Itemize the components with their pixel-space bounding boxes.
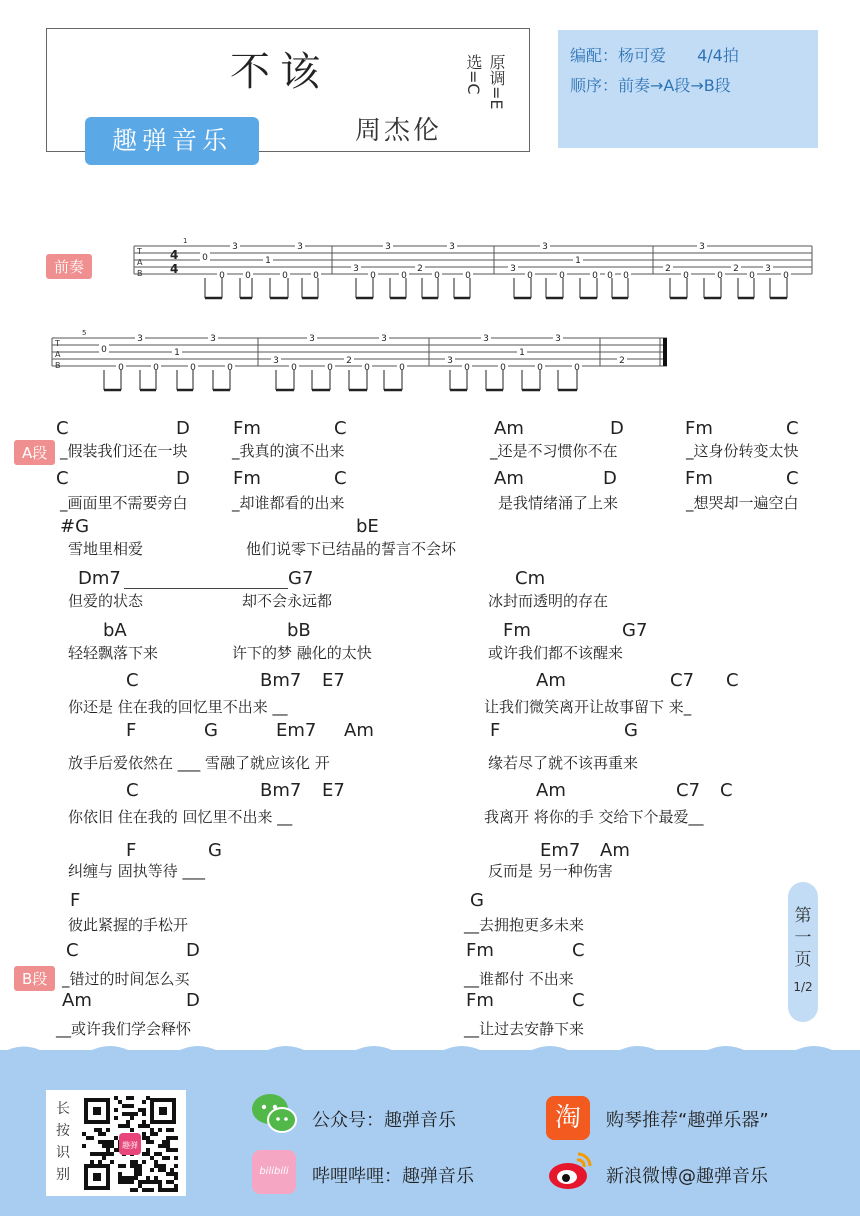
chord: Fm <box>503 620 531 641</box>
chord: G7 <box>622 620 648 641</box>
tab-fret-number: 0 <box>401 271 407 281</box>
qr-center-label: 趣弹 <box>122 1141 138 1150</box>
lyric-line: _想哭却一遍空白 <box>686 494 799 512</box>
chord: C7 <box>670 670 695 691</box>
tab-fret-number: 3 <box>510 264 516 274</box>
tab-fret-number: 0 <box>749 271 755 281</box>
lyric-line: 彼此紧握的手松开 <box>68 916 189 934</box>
tab-fret-number: 3 <box>232 242 238 252</box>
chord: Em7 <box>540 840 581 861</box>
chord: Am <box>62 990 92 1011</box>
tab-fret-number: 1 <box>265 256 271 266</box>
chord: Dm7 <box>78 568 121 589</box>
chord: C <box>720 780 733 801</box>
tab-fret-number: 0 <box>227 363 233 373</box>
chord: C <box>726 670 739 691</box>
lyric-line: 你依旧 住在我的 回忆里不出来 __ <box>68 808 293 826</box>
section-tag-intro: 前奏 <box>46 254 92 279</box>
tab-fret-number: 0 <box>370 271 376 281</box>
lyric-line: 让我们微笑离开让故事留下 来_ <box>484 698 692 716</box>
tab-fret-number: 2 <box>619 356 625 366</box>
taobao-glyph: 淘 <box>554 1103 581 1133</box>
lyric-line: _我真的演不出来 <box>232 442 345 460</box>
chord: F <box>126 720 137 741</box>
chord: Am <box>600 840 630 861</box>
lyric-line: 是我情绪涌了上来 <box>498 494 619 512</box>
lyric-line: _假装我们还在一块 <box>60 442 188 460</box>
tab-fret-number: 3 <box>309 334 315 344</box>
chord: C <box>572 990 585 1011</box>
tab-fret-number: 3 <box>449 242 455 252</box>
tab-fret-number: 0 <box>291 363 297 373</box>
chord: Bm7 <box>260 670 302 691</box>
tab2-bar-number: 5 <box>82 329 87 337</box>
song-order: 顺序：前奏→A段→B段 <box>570 76 731 95</box>
tab-fret-number: 3 <box>483 334 489 344</box>
tab-bar-number: 1 <box>183 237 188 245</box>
chord: C <box>126 780 139 801</box>
chord: C <box>334 418 347 439</box>
lyric-line: _错过的时间怎么买 <box>62 970 190 988</box>
section-tag-a: A段 <box>14 440 55 465</box>
bilibili-icon[interactable] <box>252 1150 296 1194</box>
tab-fret-number: 2 <box>346 356 352 366</box>
chord: D <box>610 418 624 439</box>
lyric-line: 但爱的状态 <box>68 592 144 610</box>
chord: Am <box>494 418 524 439</box>
tab-fret-number: 1 <box>174 348 180 358</box>
lyric-line: __让过去安静下来 <box>464 1020 585 1038</box>
tab2-notes <box>99 333 627 373</box>
tie-line <box>124 588 288 589</box>
tab-string-t: T <box>137 247 142 256</box>
tab-fret-number: 3 <box>699 242 705 252</box>
footer-wave <box>0 1036 860 1066</box>
chord: D <box>603 468 617 489</box>
taobao-recommend[interactable]: 购琴推荐“趣弹乐器” <box>606 1110 769 1131</box>
qr-char: 按 <box>56 1123 70 1139</box>
arranger-text: 编配：杨可爱 <box>570 46 667 65</box>
lyric-line: _却谁都看的出来 <box>232 494 345 512</box>
tab-fret-number: 0 <box>574 363 580 373</box>
wechat-icon[interactable] <box>250 1090 300 1138</box>
arranger <box>570 43 739 66</box>
tab-fret-number: 0 <box>500 363 506 373</box>
section-tag-b: B段 <box>14 966 55 991</box>
lyric-line: _画面里不需要旁白 <box>60 494 188 512</box>
qr-caption <box>56 1098 70 1186</box>
key-original: 原调=E <box>487 54 506 110</box>
chord: C7 <box>676 780 701 801</box>
chord: Bm7 <box>260 780 302 801</box>
chord: Fm <box>233 468 261 489</box>
tab-line-1 <box>0 234 860 306</box>
tab-fret-number: 3 <box>297 242 303 252</box>
tab-fret-number: 0 <box>623 271 629 281</box>
page-label: 第一页 <box>794 906 812 970</box>
lyric-line: _这身份转变太快 <box>686 442 799 460</box>
tab-fret-number: 0 <box>717 271 723 281</box>
tab-fret-number: 0 <box>118 363 124 373</box>
chord: Cm <box>515 568 546 589</box>
tab-fret-number: 1 <box>575 256 581 266</box>
qr-char: 长 <box>56 1101 70 1117</box>
lyric-line: 雪地里相爱 <box>68 540 144 558</box>
lyric-line: 许下的梦 融化的太快 <box>232 644 372 662</box>
page-count: 1/2 <box>793 980 813 994</box>
tab-timesig-bottom: 4 <box>170 262 179 276</box>
tab2-string-b: B <box>55 361 61 370</box>
lyric-line: 我离开 将你的手 交给下个最爱__ <box>484 808 704 826</box>
tab-fret-number: 0 <box>464 363 470 373</box>
artist-name: 周杰伦 <box>355 116 443 146</box>
lyric-line: 反而是 另一种伤害 <box>488 862 613 880</box>
lyric-line: 或许我们都不该醒来 <box>488 644 624 662</box>
lyric-line: __去拥抱更多未来 <box>464 916 585 934</box>
chord: C <box>572 940 585 961</box>
lyric-line: 放手后爱依然在 ___ 雪融了就应该化 开 <box>68 754 330 772</box>
tab-fret-number: 0 <box>364 363 370 373</box>
chord: C <box>66 940 79 961</box>
chord: bA <box>103 620 127 641</box>
bilibili-glyph: bilibili <box>259 1166 289 1177</box>
brand-badge: 趣弹音乐 <box>85 117 259 165</box>
tab-fret-number: 3 <box>210 334 216 344</box>
lyric-line: 你还是 住在我的回忆里不出来 __ <box>68 698 288 716</box>
tab-notes <box>200 241 791 281</box>
weibo-icon[interactable] <box>546 1148 594 1194</box>
tab-fret-number: 3 <box>273 356 279 366</box>
lyric-line: 他们说零下已结晶的誓言不会坏 <box>246 540 457 558</box>
chord: C <box>786 418 799 439</box>
chord: Fm <box>685 468 713 489</box>
tab-fret-number: 1 <box>519 348 525 358</box>
chord: Fm <box>685 418 713 439</box>
chord: bB <box>287 620 311 641</box>
tab-fret-number: 3 <box>381 334 387 344</box>
chord: D <box>186 940 200 961</box>
chord: G <box>624 720 638 741</box>
tab-fret-number: 0 <box>527 271 533 281</box>
tab-fret-number: 0 <box>245 271 251 281</box>
chord: C <box>126 670 139 691</box>
tab-fret-number: 0 <box>327 363 333 373</box>
tab-fret-number: 0 <box>219 271 225 281</box>
tab-fret-number: 0 <box>190 363 196 373</box>
time-signature: 4/4拍 <box>697 46 739 65</box>
lyric-line: __谁都付 不出来 <box>464 970 574 988</box>
taobao-icon[interactable] <box>546 1096 590 1140</box>
tab-timesig-top: 4 <box>170 248 179 262</box>
chord: Em7 <box>276 720 317 741</box>
tab-fret-number: 2 <box>417 264 423 274</box>
tab-fret-number: 0 <box>537 363 543 373</box>
tab-fret-number: 3 <box>137 334 143 344</box>
chord: bE <box>356 516 379 537</box>
tab-fret-number: 0 <box>282 271 288 281</box>
tab-fret-number: 3 <box>542 242 548 252</box>
tab2-string-t: T <box>55 339 60 348</box>
tab-fret-number: 3 <box>385 242 391 252</box>
tab-fret-number: 0 <box>783 271 789 281</box>
chord: D <box>176 418 190 439</box>
lyric-line: 纠缠与 固执等待 ___ <box>68 862 206 880</box>
chord: D <box>176 468 190 489</box>
chord: G <box>208 840 222 861</box>
chord: E7 <box>322 780 345 801</box>
chord: C <box>334 468 347 489</box>
tab-fret-number: 0 <box>313 271 319 281</box>
chord: F <box>126 840 137 861</box>
chord: F <box>490 720 501 741</box>
wechat-account[interactable]: 公众号：趣弹音乐 <box>312 1110 456 1131</box>
lyric-line: _还是不习惯你不在 <box>490 442 618 460</box>
chord: #G <box>60 516 90 537</box>
qr-code-icon[interactable] <box>82 1096 178 1192</box>
chord: D <box>186 990 200 1011</box>
chord: Fm <box>466 990 494 1011</box>
tab-fret-number: 0 <box>592 271 598 281</box>
chord: C <box>786 468 799 489</box>
chord: F <box>70 890 81 911</box>
tab-fret-number: 3 <box>555 334 561 344</box>
tab-fret-number: 0 <box>559 271 565 281</box>
tab-line-2 <box>0 326 860 398</box>
key-select: 选=C <box>464 54 483 95</box>
chord: E7 <box>322 670 345 691</box>
chord: G <box>470 890 484 911</box>
tab-fret-number: 0 <box>465 271 471 281</box>
chord: Am <box>494 468 524 489</box>
chord: G7 <box>288 568 314 589</box>
tab-fret-number: 3 <box>447 356 453 366</box>
lyric-line: 轻轻飘落下来 <box>68 644 159 662</box>
bilibili-account[interactable]: 哔哩哔哩：趣弹音乐 <box>312 1166 474 1187</box>
tab-string-a: A <box>137 258 143 267</box>
lyric-line: __或许我们学会释怀 <box>56 1020 192 1038</box>
song-title: 不该 <box>230 49 330 95</box>
tab-fret-number: 2 <box>665 264 671 274</box>
tab2-string-a: A <box>55 350 61 359</box>
chord: Am <box>536 780 566 801</box>
qr-card <box>46 1090 186 1196</box>
tab-fret-number: 0 <box>434 271 440 281</box>
weibo-account[interactable]: 新浪微博@趣弹音乐 <box>606 1166 768 1187</box>
tab-fret-number: 0 <box>683 271 689 281</box>
lyric-line: 冰封而透明的存在 <box>488 592 609 610</box>
tab-fret-number: 2 <box>733 264 739 274</box>
chord: Am <box>344 720 374 741</box>
tab-fret-number: 0 <box>399 363 405 373</box>
lyric-line: 缘若尽了就不该再重来 <box>488 754 639 772</box>
tab-string-b: B <box>137 269 143 278</box>
chord: C <box>56 418 69 439</box>
tab-fret-number: 3 <box>353 264 359 274</box>
lyric-line: 却不会永远都 <box>242 592 333 610</box>
tab-fret-number: 0 <box>607 271 613 281</box>
chord: C <box>56 468 69 489</box>
chord: Fm <box>466 940 494 961</box>
qr-char: 识 <box>56 1145 70 1161</box>
chord: Am <box>536 670 566 691</box>
tab-fret-number: 0 <box>202 253 208 263</box>
tab-fret-number: 0 <box>101 345 107 355</box>
chord: Fm <box>233 418 261 439</box>
tab-fret-number: 3 <box>765 264 771 274</box>
qr-char: 别 <box>56 1167 70 1183</box>
chord: G <box>204 720 218 741</box>
tab-fret-number: 0 <box>153 363 159 373</box>
